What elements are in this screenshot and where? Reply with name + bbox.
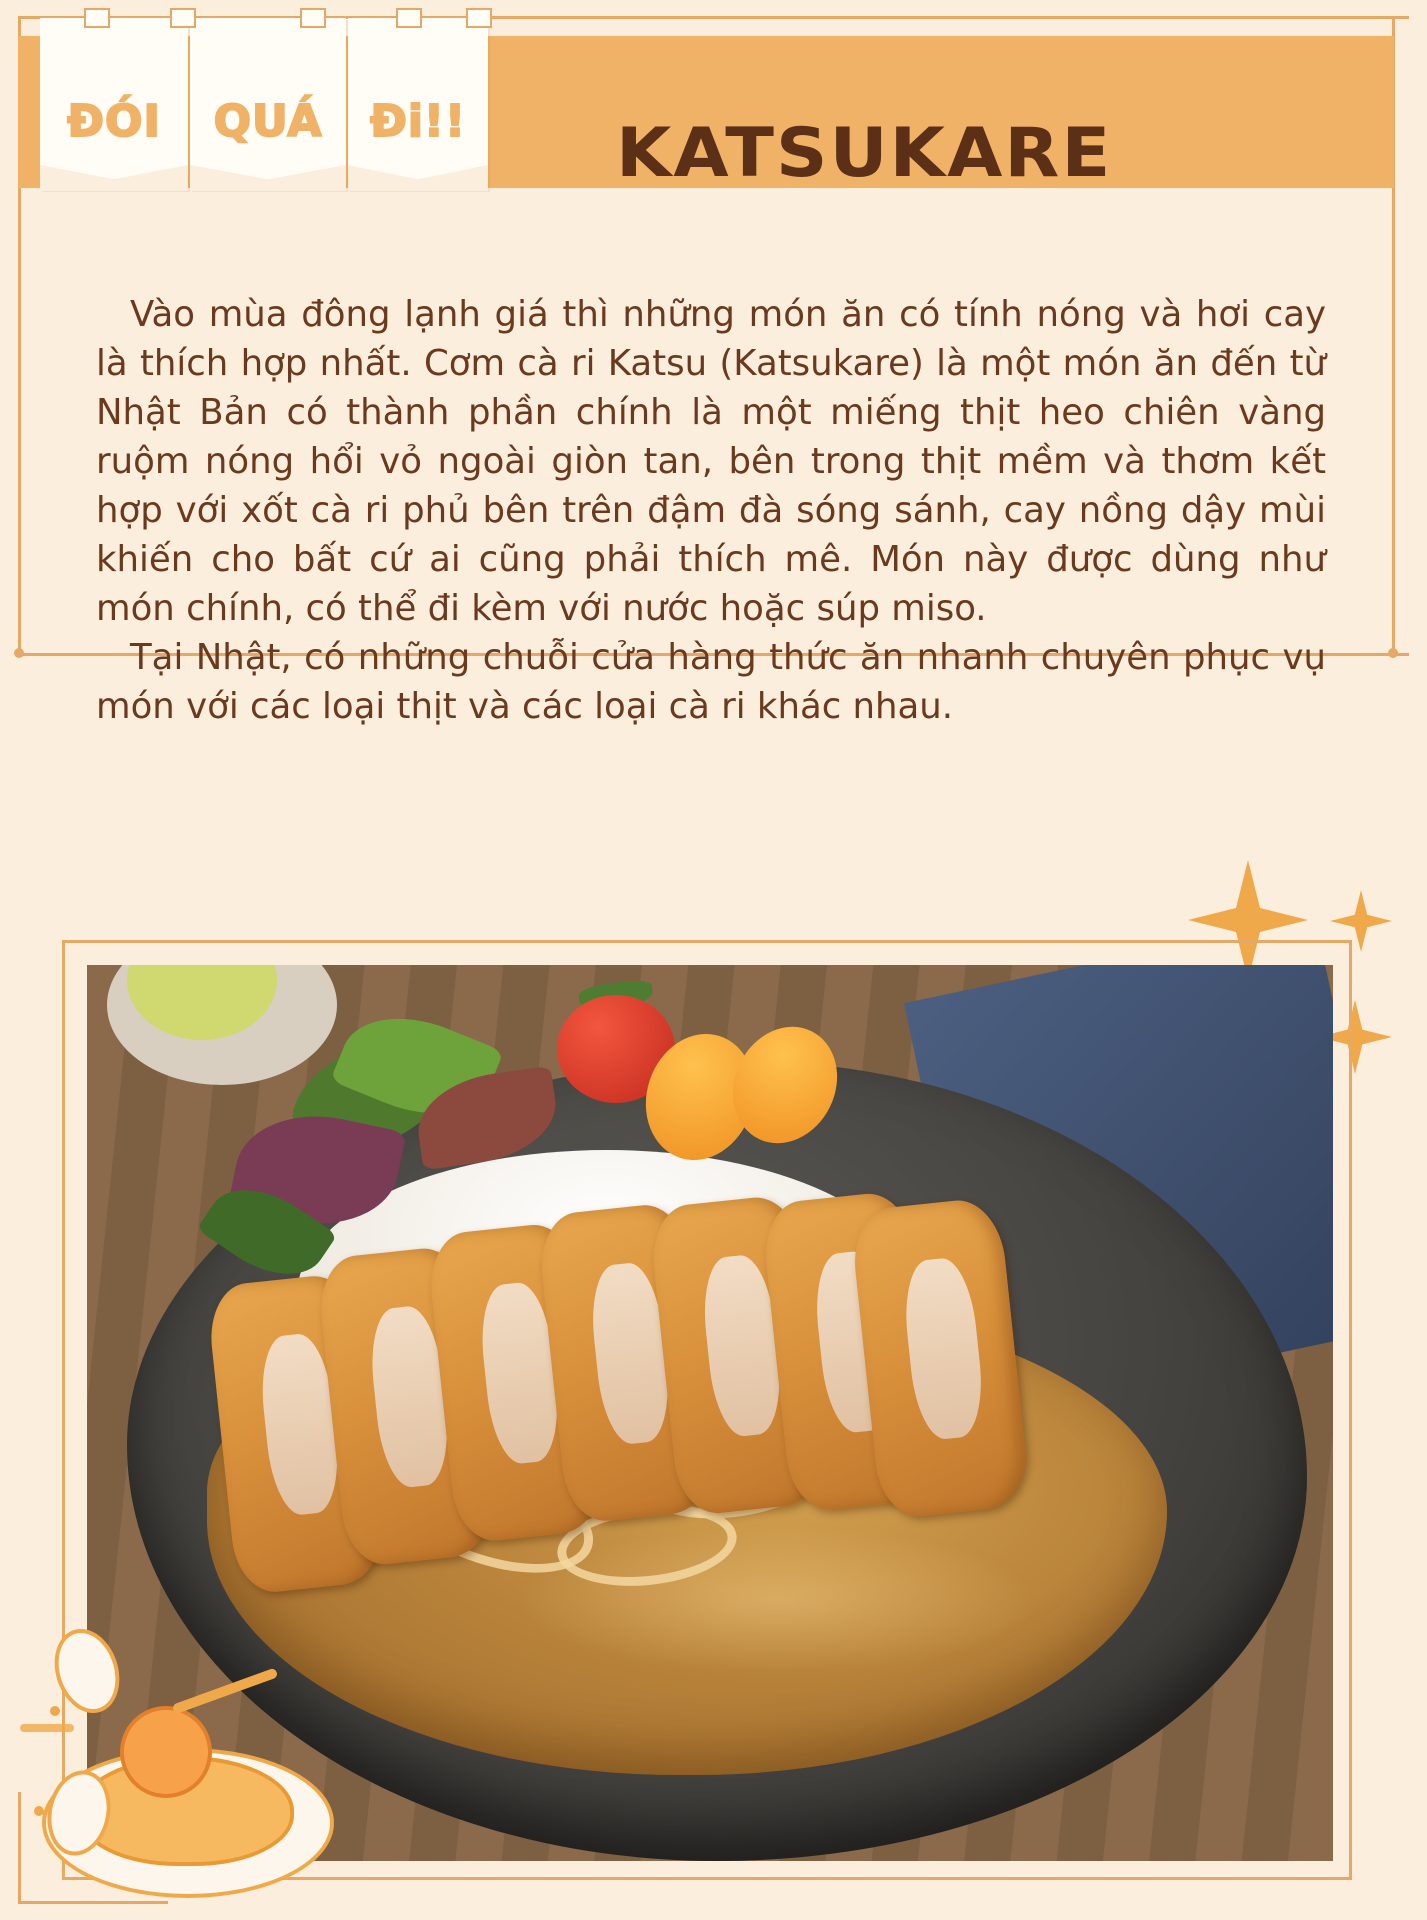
banner-tag-3-label: Đi!! xyxy=(369,96,467,147)
sticker-dot xyxy=(50,1706,60,1716)
sticker-steam xyxy=(20,1724,74,1732)
article-paragraph-2: Tại Nhật, có những chuỗi cửa hàng thức ăn nhanh chuyên phục vụ món với các loại thịt và các loại cà ri khác nhau. xyxy=(96,637,1326,727)
tag-clip-1 xyxy=(84,8,110,28)
food-plate-sticker xyxy=(20,1598,350,1908)
bottom-left-bracket-vertical xyxy=(18,1792,21,1904)
banner-tag-1-label: ĐÓI xyxy=(67,96,161,147)
banner-tag-2 xyxy=(190,18,346,190)
bottom-left-bracket-horizontal xyxy=(18,1901,168,1904)
article-body xyxy=(96,290,1326,731)
article-paragraph-1: Vào mùa đông lạnh giá thì những món ăn có tính nóng và hơi cay là thích hợp nhất. Cơm cà ri Katsu (Katsukare) là một món ăn đến từ Nhật Bản có thành phần chính là một miếng thịt heo chiên vàng ruộm nóng hổi vỏ ngoài giòn tan, bên trong thịt mềm và thơm kết hợp với xốt cà ri phủ bên trên đậm đà sóng sánh, cay nồng dậy mùi khiến cho bất cứ ai cũng phải thích mê. Món này được dùng như món chính, có thể đi kèm với nước hoặc súp miso. xyxy=(96,294,1326,629)
banner-tag-1 xyxy=(40,18,188,190)
banner-tag-2-label: QUÁ xyxy=(213,96,323,147)
tag-clip-3 xyxy=(300,8,326,28)
tag-clip-4 xyxy=(396,8,422,28)
banner-tag-3 xyxy=(348,18,488,190)
tag-clip-2 xyxy=(170,8,196,28)
sticker-dot xyxy=(34,1806,44,1816)
frame-corner-dot-left xyxy=(14,648,24,658)
sticker-tomato xyxy=(120,1706,212,1798)
sticker-herb-sprig xyxy=(172,1667,279,1714)
tag-clip-5 xyxy=(466,8,492,28)
page-title: KATSUKARE xyxy=(616,114,1113,193)
frame-corner-dot-right xyxy=(1388,648,1398,658)
